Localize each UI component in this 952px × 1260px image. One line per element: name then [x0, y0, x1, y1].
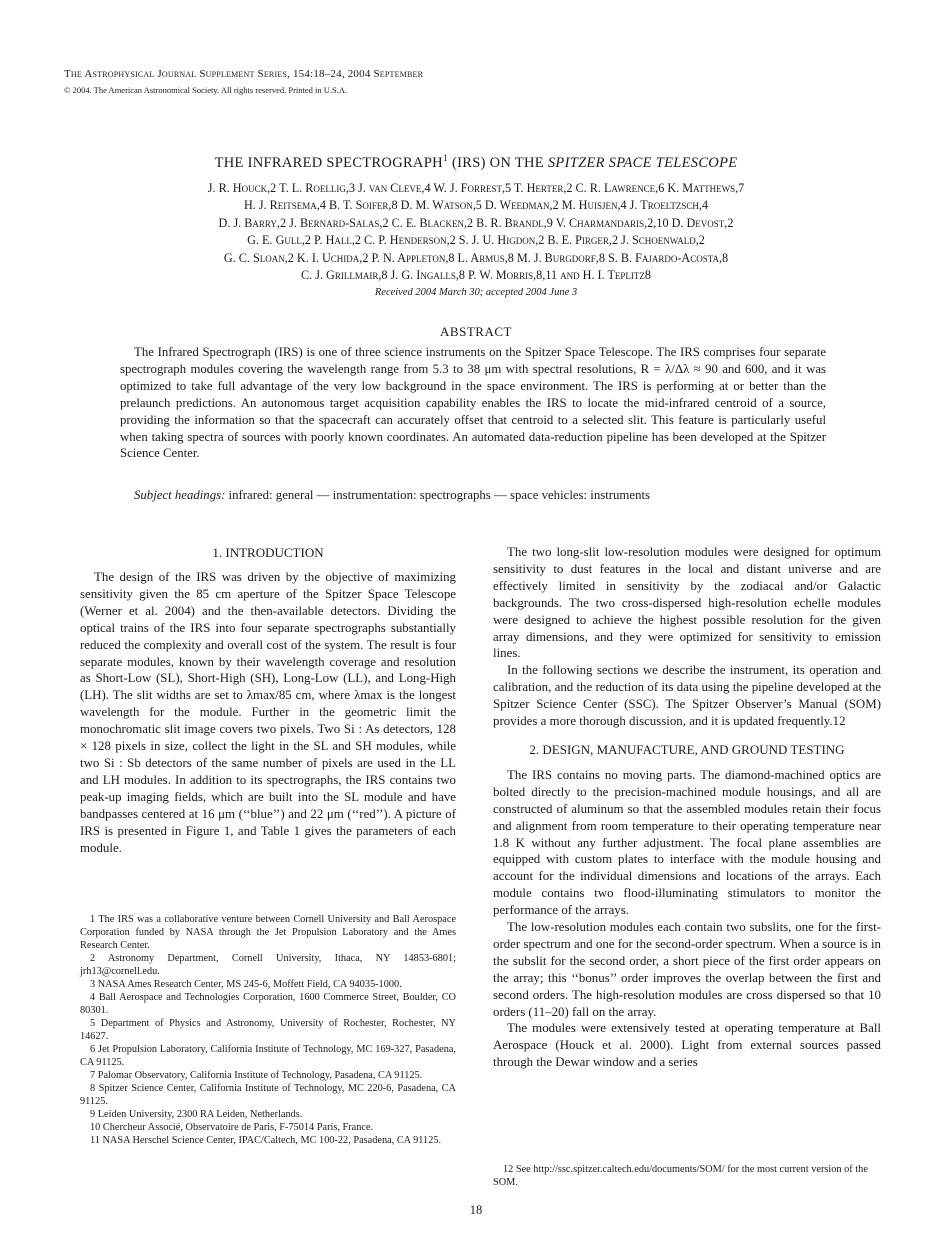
footnote: 11 NASA Herschel Science Center, IPAC/Caltech, MC 100-22, Pasadena, CA 91125.	[90, 1135, 442, 1146]
right-column	[493, 544, 881, 1071]
author-line: D. J. Barry,2 J. Bernard-Salas,2 C. E. Blacken,2 B. R. Brandl,9 V. Charmandaris,2,10 D. Devost,2	[218, 215, 734, 230]
paragraph: The design of the IRS was driven by the objective of maximizing sensitivity given the 85 cm aperture of the Spitzer Space Telescope (Werner et al. 2004) and the then-available detectors. Dividing the optical trains of the IRS into four separate spectrographs substantially reduced the complexity and overall cost of the system. The result is four separate modules, known by their wavelength coverage and resolution as Short-Low (SL), Short-High (SH), Long-Low (LL), and Long-High (LH). The slit widths are set to λmax/85 cm, where λmax is the longest wavelength for the module. Further in the geometric limit the monochromatic slit image covers two pixels. Two Si : As detectors, 128 × 128 pixels in size, collect the light in the SL and SH modules, while two Si : Sb detectors of the same number of pixels are used in the LL and LH modules. In addition to its spectrographs, the IRS contains two peak-up imaging fields, which are built into the SL module and have bandpasses centered at 16 μm (‘‘blue’’) and 22 μm (‘‘red’’). A picture of IRS is presented in Figure 1, and Table 1 gives the parameters of each module.	[80, 570, 456, 855]
author-line: G. C. Sloan,2 K. I. Uchida,2 P. N. Appleton,8 L. Armus,8 M. J. Burgdorf,8 S. B. Fajardo-Acosta,8	[223, 250, 729, 265]
footnote: 1 The IRS was a collaborative venture between Cornell University and Ball Aerospace Corporation funded by NASA through the Jet Propulsion Laboratory and the Ames Research Center.	[80, 914, 456, 951]
subject-text: infrared: general — instrumentation: spectrographs — space vehicles: instruments	[225, 488, 651, 502]
section-heading-introduction: 1. INTRODUCTION	[212, 545, 324, 560]
footnote: 5 Department of Physics and Astronomy, University of Rochester, Rochester, NY 14627.	[80, 1018, 456, 1042]
subject-headings	[120, 487, 826, 504]
footnote: 4 Ball Aerospace and Technologies Corporation, 1600 Commerce Street, Boulder, CO 80301.	[80, 992, 456, 1016]
left-column	[80, 569, 456, 856]
paragraph: The modules were extensively tested at operating temperature at Ball Aerospace (Houck et al. 2000). Light from external sources passed through the Dewar window and a series	[493, 1021, 881, 1070]
paragraph: The low-resolution modules each contain two subslits, one for the first-order spectrum and one for the second-order spectrum. When a source is in the subslit for the second order, a short piece of the first order appears on the array; this ‘‘bonus’’ order improves the overlap between the first and second orders. The high-resolution modules are cross dispersed so that 10 orders (11–20) fall on the array.	[493, 920, 881, 1019]
footnote: 9 Leiden University, 2300 RA Leiden, Netherlands.	[90, 1109, 303, 1120]
subject-label: Subject headings:	[134, 488, 226, 502]
footnote: 2 Astronomy Department, Cornell University, Ithaca, NY 14853-6801; jrh13@cornell.edu.	[80, 953, 456, 977]
abstract-text: The Infrared Spectrograph (IRS) is one of three science instruments on the Spitzer Space Telescope. The IRS comprises four separate spectrograph modules covering the wavelength range from 5.3 to 38 μm with spectral resolutions, R = λ/Δλ ≈ 90 and 600, and it was optimized to take full advantage of the very low background in the space environment. The IRS is performing at or better than the prelaunch predictions. An autonomous target acquisition capability enables the IRS to locate the mid-infrared centroid of a source, providing the information so that the spacecraft can accurately offset that centroid to a selected slit. This feature is particularly useful when taking spectra of sources with poorly known coordinates. An automated data-reduction pipeline has been developed at the Spitzer Science Center.	[120, 345, 826, 461]
footnote: 12 See http://ssc.spitzer.caltech.edu/documents/SOM/ for the most current version of the SOM.	[493, 1164, 868, 1188]
author-line: J. R. Houck,2 T. L. Roellig,3 J. van Cleve,4 W. J. Forrest,5 T. Herter,2 C. R. Lawrence,6 K. Matthews,7	[207, 181, 745, 195]
footnotes-left	[80, 913, 456, 1147]
footnote: 10 Chercheur Associé, Observatoire de Paris, F-75014 Paris, France.	[90, 1122, 374, 1133]
author-line: H. J. Reitsema,4 B. T. Soifer,8 D. M. Watson,5 D. Weedman,2 M. Huisjen,4 J. Troeltzsch,4	[243, 198, 709, 213]
paragraph: The IRS contains no moving parts. The diamond-machined optics are bolted directly to the precision-machined module housings, and all are constructed of aluminum so that the assembled modules retain their focus and alignment from room temperature to their operating temperature near 1.8 K without any further adjustment. The focal plane assemblies are equipped with custom plates to interface with the module housing and account for the individual dimensions and locations of the arrays. Each module contains two flood-illuminating stimulators to monitor the performance of the arrays.	[493, 767, 881, 918]
title-main: THE INFRARED SPECTROGRAPH	[214, 155, 443, 171]
received-dates: Received 2004 March 30; accepted 2004 June 3	[374, 287, 578, 298]
section-heading-design: 2. DESIGN, MANUFACTURE, AND GROUND TESTING	[529, 741, 845, 757]
paragraph: The two long-slit low-resolution modules were designed for optimum sensitivity to dust features in the local and distant universe and are effectively limited in sensitivity by the zodiacal and/or Galactic backgrounds. The two cross-dispersed high-resolution echelle modules were designed to achieve the highest possible resolution for the given array dimensions, and they were optimized for sensitivity to emission lines.	[493, 545, 881, 661]
paper-title	[0, 155, 952, 172]
page-number: 18	[469, 1203, 483, 1217]
abstract-heading: ABSTRACT	[440, 324, 512, 339]
journal-citation: The Astrophysical Journal Supplement Series, 154:18–24, 2004 September	[64, 68, 424, 80]
copyright-notice: © 2004. The American Astronomical Society. All rights reserved. Printed in U.S.A.	[64, 85, 348, 95]
footnote: 3 NASA Ames Research Center, MS 245-6, Moffett Field, CA 94035-1000.	[90, 979, 402, 990]
title-italic: SPITZER SPACE TELESCOPE	[547, 155, 738, 171]
author-line: C. J. Grillmair,8 J. G. Ingalls,8 P. W. Morris,8,11 and H. I. Teplitz8	[300, 268, 651, 283]
paragraph: In the following sections we describe the instrument, its operation and calibration, and the reduction of its data using the pipeline developed at the Spitzer Science Center (SSC). The Spitzer Observer’s Manual (SOM) provides a more thorough discussion, and it is updated frequently.12	[493, 663, 881, 729]
footnote-right	[493, 1163, 881, 1189]
author-list	[100, 180, 852, 284]
title-footnote-mark: 1	[442, 153, 449, 165]
footnote: 6 Jet Propulsion Laboratory, California Institute of Technology, MC 169-327, Pasadena, CA 91125.	[80, 1044, 456, 1068]
author-line: G. E. Gull,2 P. Hall,2 C. P. Henderson,2 S. J. U. Higdon,2 B. E. Pirger,2 J. Schoenwald,2	[247, 233, 705, 248]
footnote: 8 Spitzer Science Center, California Institute of Technology, MC 220-6, Pasadena, CA 91125.	[80, 1083, 456, 1107]
title-mid: (IRS) ON THE	[448, 155, 548, 171]
footnote: 7 Palomar Observatory, California Institute of Technology, Pasadena, CA 91125.	[90, 1070, 423, 1081]
